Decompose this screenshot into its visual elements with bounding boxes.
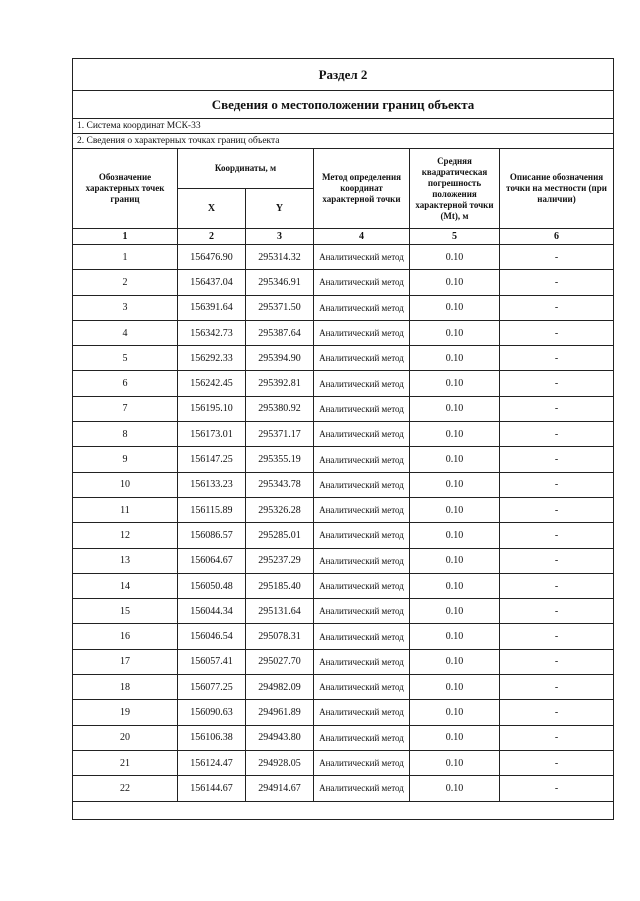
- coord-x: 156115.89: [178, 497, 246, 522]
- mean-error: 0.10: [410, 422, 500, 447]
- coord-y: 294928.05: [246, 750, 314, 775]
- coord-x: 156144.67: [178, 776, 246, 801]
- method: Аналитический метод: [314, 675, 410, 700]
- method: Аналитический метод: [314, 776, 410, 801]
- mean-error: 0.10: [410, 675, 500, 700]
- method: Аналитический метод: [314, 447, 410, 472]
- mean-error: 0.10: [410, 472, 500, 497]
- coord-x: 156086.57: [178, 523, 246, 548]
- point-description: -: [500, 447, 614, 472]
- mean-error: 0.10: [410, 776, 500, 801]
- point-description: -: [500, 346, 614, 371]
- method: Аналитический метод: [314, 396, 410, 421]
- method: Аналитический метод: [314, 750, 410, 775]
- point-description: -: [500, 599, 614, 624]
- column-number: 1: [73, 229, 178, 245]
- coord-y: 295387.64: [246, 320, 314, 345]
- method: Аналитический метод: [314, 346, 410, 371]
- table-row: [73, 624, 614, 649]
- method: Аналитический метод: [314, 245, 410, 270]
- method: Аналитический метод: [314, 320, 410, 345]
- point-description: -: [500, 624, 614, 649]
- mean-error: 0.10: [410, 548, 500, 573]
- coord-y: 295380.92: [246, 396, 314, 421]
- mean-error: 0.10: [410, 497, 500, 522]
- table-row: [73, 573, 614, 598]
- coord-y: 295078.31: [246, 624, 314, 649]
- method: Аналитический метод: [314, 270, 410, 295]
- mean-error: 0.10: [410, 320, 500, 345]
- method: Аналитический метод: [314, 624, 410, 649]
- point-description: -: [500, 523, 614, 548]
- coord-x: 156437.04: [178, 270, 246, 295]
- point-number: 13: [73, 548, 178, 573]
- point-description: -: [500, 776, 614, 801]
- coord-x: 156133.23: [178, 472, 246, 497]
- header-description: Описание обозначения точки на местности (при наличии): [500, 149, 614, 229]
- method: Аналитический метод: [314, 700, 410, 725]
- coord-y: 295185.40: [246, 573, 314, 598]
- point-number: 4: [73, 320, 178, 345]
- point-number: 10: [73, 472, 178, 497]
- coord-y: 294914.67: [246, 776, 314, 801]
- main-title: Сведения о местоположении границ объекта: [73, 91, 614, 119]
- coord-y: 295237.29: [246, 548, 314, 573]
- point-description: -: [500, 472, 614, 497]
- table-row: [73, 675, 614, 700]
- coord-y: 295394.90: [246, 346, 314, 371]
- mean-error: 0.10: [410, 396, 500, 421]
- coord-y: 295027.70: [246, 649, 314, 674]
- coord-y: 294943.80: [246, 725, 314, 750]
- point-number: 14: [73, 573, 178, 598]
- coord-y: 295285.01: [246, 523, 314, 548]
- point-number: 12: [73, 523, 178, 548]
- table-row: [73, 320, 614, 345]
- document-page: [72, 58, 613, 820]
- table-row: [73, 497, 614, 522]
- mean-error: 0.10: [410, 573, 500, 598]
- mean-error: 0.10: [410, 725, 500, 750]
- point-number: 22: [73, 776, 178, 801]
- table-row: [73, 700, 614, 725]
- point-number: 15: [73, 599, 178, 624]
- method: Аналитический метод: [314, 725, 410, 750]
- column-number-row: [73, 229, 614, 245]
- mean-error: 0.10: [410, 245, 500, 270]
- coord-x: 156173.01: [178, 422, 246, 447]
- mean-error: 0.10: [410, 700, 500, 725]
- coord-y: 295355.19: [246, 447, 314, 472]
- coord-x: 156342.73: [178, 320, 246, 345]
- point-description: -: [500, 700, 614, 725]
- table-row: [73, 523, 614, 548]
- point-number: 8: [73, 422, 178, 447]
- method: Аналитический метод: [314, 573, 410, 598]
- method: Аналитический метод: [314, 422, 410, 447]
- coord-x: 156044.34: [178, 599, 246, 624]
- point-description: -: [500, 270, 614, 295]
- coord-y: 294961.89: [246, 700, 314, 725]
- header-x: X: [178, 189, 246, 229]
- point-description: -: [500, 649, 614, 674]
- coord-x: 156292.33: [178, 346, 246, 371]
- coord-y: 295346.91: [246, 270, 314, 295]
- point-number: 6: [73, 371, 178, 396]
- mean-error: 0.10: [410, 599, 500, 624]
- coord-x: 156046.54: [178, 624, 246, 649]
- column-number: 4: [314, 229, 410, 245]
- coord-y: 295314.32: [246, 245, 314, 270]
- header-error: Средняя квадратическая погрешность положения характерной точки (Mt), м: [410, 149, 500, 229]
- point-number: 7: [73, 396, 178, 421]
- boundary-points-table: [72, 58, 614, 820]
- point-description: -: [500, 371, 614, 396]
- point-description: -: [500, 295, 614, 320]
- point-number: 3: [73, 295, 178, 320]
- point-description: -: [500, 497, 614, 522]
- table-row: [73, 447, 614, 472]
- method: Аналитический метод: [314, 371, 410, 396]
- points-info-label: 2. Сведения о характерных точках границ объекта: [73, 134, 614, 149]
- point-description: -: [500, 396, 614, 421]
- table-row: [73, 396, 614, 421]
- mean-error: 0.10: [410, 346, 500, 371]
- point-description: -: [500, 573, 614, 598]
- mean-error: 0.10: [410, 750, 500, 775]
- method: Аналитический метод: [314, 523, 410, 548]
- point-description: -: [500, 422, 614, 447]
- point-number: 19: [73, 700, 178, 725]
- point-number: 1: [73, 245, 178, 270]
- column-number: 2: [178, 229, 246, 245]
- point-description: -: [500, 245, 614, 270]
- table-row: [73, 245, 614, 270]
- table-row: [73, 371, 614, 396]
- mean-error: 0.10: [410, 270, 500, 295]
- coord-x: 156147.25: [178, 447, 246, 472]
- table-row: [73, 649, 614, 674]
- header-method: Метод определения координат характерной точки: [314, 149, 410, 229]
- point-number: 2: [73, 270, 178, 295]
- point-description: -: [500, 548, 614, 573]
- point-description: -: [500, 750, 614, 775]
- point-number: 11: [73, 497, 178, 522]
- table-row: [73, 776, 614, 801]
- mean-error: 0.10: [410, 447, 500, 472]
- table-row: [73, 725, 614, 750]
- table-row: [73, 422, 614, 447]
- table-row: [73, 270, 614, 295]
- mean-error: 0.10: [410, 649, 500, 674]
- coord-y: 295371.50: [246, 295, 314, 320]
- column-number: 3: [246, 229, 314, 245]
- coord-x: 156050.48: [178, 573, 246, 598]
- point-description: -: [500, 675, 614, 700]
- section-title: Раздел 2: [73, 59, 614, 91]
- table-row: [73, 548, 614, 573]
- coord-x: 156195.10: [178, 396, 246, 421]
- coord-x: 156077.25: [178, 675, 246, 700]
- point-description: -: [500, 320, 614, 345]
- mean-error: 0.10: [410, 523, 500, 548]
- coord-x: 156242.45: [178, 371, 246, 396]
- header-y: Y: [246, 189, 314, 229]
- mean-error: 0.10: [410, 371, 500, 396]
- coord-x: 156106.38: [178, 725, 246, 750]
- coord-x: 156064.67: [178, 548, 246, 573]
- method: Аналитический метод: [314, 497, 410, 522]
- table-row: [73, 295, 614, 320]
- method: Аналитический метод: [314, 472, 410, 497]
- coord-y: 295343.78: [246, 472, 314, 497]
- point-number: 20: [73, 725, 178, 750]
- method: Аналитический метод: [314, 649, 410, 674]
- header-designation: Обозначение характерных точек границ: [73, 149, 178, 229]
- table-row: [73, 346, 614, 371]
- coord-x: 156476.90: [178, 245, 246, 270]
- coordinate-system-label: 1. Система координат МСК-33: [73, 119, 614, 134]
- table-row: [73, 599, 614, 624]
- method: Аналитический метод: [314, 295, 410, 320]
- coord-y: 294982.09: [246, 675, 314, 700]
- point-number: 17: [73, 649, 178, 674]
- column-number: 6: [500, 229, 614, 245]
- point-number: 21: [73, 750, 178, 775]
- coord-x: 156090.63: [178, 700, 246, 725]
- column-number: 5: [410, 229, 500, 245]
- coord-x: 156057.41: [178, 649, 246, 674]
- header-coordinates: Координаты, м: [178, 149, 314, 189]
- coord-y: 295326.28: [246, 497, 314, 522]
- method: Аналитический метод: [314, 599, 410, 624]
- point-number: 16: [73, 624, 178, 649]
- table-footer-blank: [73, 801, 614, 819]
- coord-x: 156124.47: [178, 750, 246, 775]
- point-number: 9: [73, 447, 178, 472]
- mean-error: 0.10: [410, 624, 500, 649]
- table-row: [73, 472, 614, 497]
- coord-y: 295371.17: [246, 422, 314, 447]
- table-row: [73, 750, 614, 775]
- coord-y: 295392.81: [246, 371, 314, 396]
- mean-error: 0.10: [410, 295, 500, 320]
- coord-y: 295131.64: [246, 599, 314, 624]
- coord-x: 156391.64: [178, 295, 246, 320]
- point-number: 5: [73, 346, 178, 371]
- point-description: -: [500, 725, 614, 750]
- method: Аналитический метод: [314, 548, 410, 573]
- point-number: 18: [73, 675, 178, 700]
